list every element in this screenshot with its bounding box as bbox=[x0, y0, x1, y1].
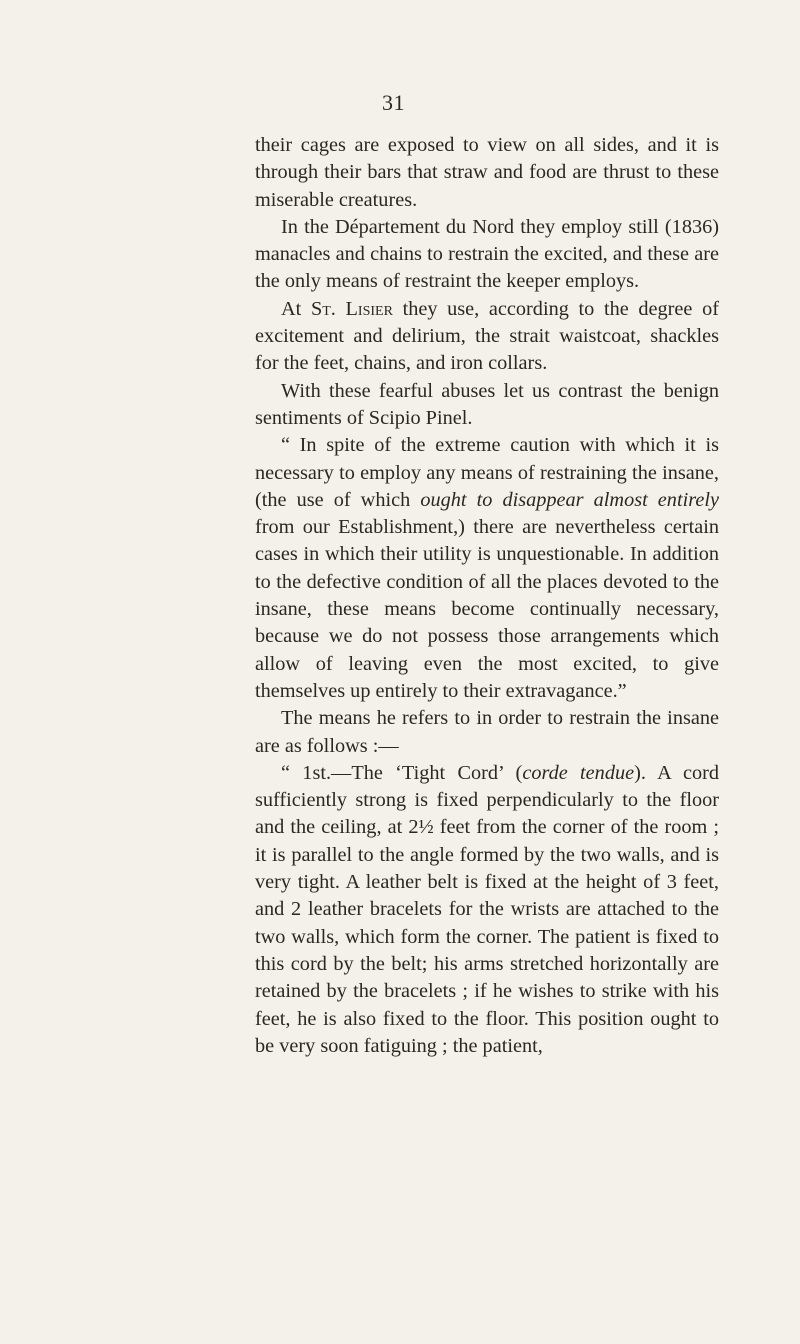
corde-tendue-italic: corde tendue bbox=[522, 761, 635, 784]
tight-cord-start: “ 1st.—The ‘Tight Cord’ ( bbox=[281, 761, 523, 784]
place-name-st-lisier: St. Lisier bbox=[310, 297, 393, 320]
st-lisier-prefix: At bbox=[281, 297, 311, 320]
paragraph-pinel-quote bbox=[255, 432, 719, 705]
quote-italic-phrase: ought to disappear almost entirely bbox=[420, 488, 719, 511]
body-text bbox=[255, 132, 719, 1060]
paragraph-means-intro: The means he refers to in order to restrain the insane are as follows :— bbox=[255, 707, 719, 757]
quote-text-start: “ In spite of the extreme caution with which it is necessary to employ any means of restraining the insane, (the use of which bbox=[255, 434, 719, 511]
paragraph-tight-cord bbox=[255, 760, 719, 1060]
tight-cord-end: ). A cord sufficiently strong is fixed perpendicularly to the floor and the ceiling, at 2½ feet from the corner of the room ; it is parallel to the angle formed by the two walls, and is very tight. A leather belt is fixed at the height of 3 feet, and 2 leather bracelets for the wrists are attached to the two walls, which form the corner. The patient is fixed to this cord by the belt; his arms stretched horizontally are retained by the bracelets ; if he wishes to strike with his feet, he is also fixed to the floor. This position ought to be very soon fatiguing ; the patient, bbox=[255, 761, 719, 1057]
paragraph-st-lisier bbox=[255, 296, 719, 378]
st-lisier-text: they use, according to the degree of excitement and delirium, the strait waistcoat, shackles for the feet, chains, and iron collars. bbox=[255, 297, 719, 375]
paragraph-cages: their cages are exposed to view on all sides, and it is through their bars that straw and food are thrust to these miserable creatures. bbox=[255, 134, 719, 211]
quote-text-end: from our Establishment,) there are nevertheless certain cases in which their utility is unquestionable. In addition to the defective condition of all the places devoted to the insane, these means become continually necessary, because we do not possess those arrangements which allow of leaving even the most excited, to give themselves up entirely to their extravagance.” bbox=[255, 516, 719, 702]
page-number: 31 bbox=[382, 90, 405, 115]
paragraph-departement-du-nord: In the Département du Nord they employ still (1836) manacles and chains to restrain the excited, and these are the only means of restraint the keeper employs. bbox=[255, 215, 719, 293]
paragraph-contrast-pinel: With these fearful abuses let us contrast the benign sentiments of Scipio Pinel. bbox=[255, 379, 719, 429]
